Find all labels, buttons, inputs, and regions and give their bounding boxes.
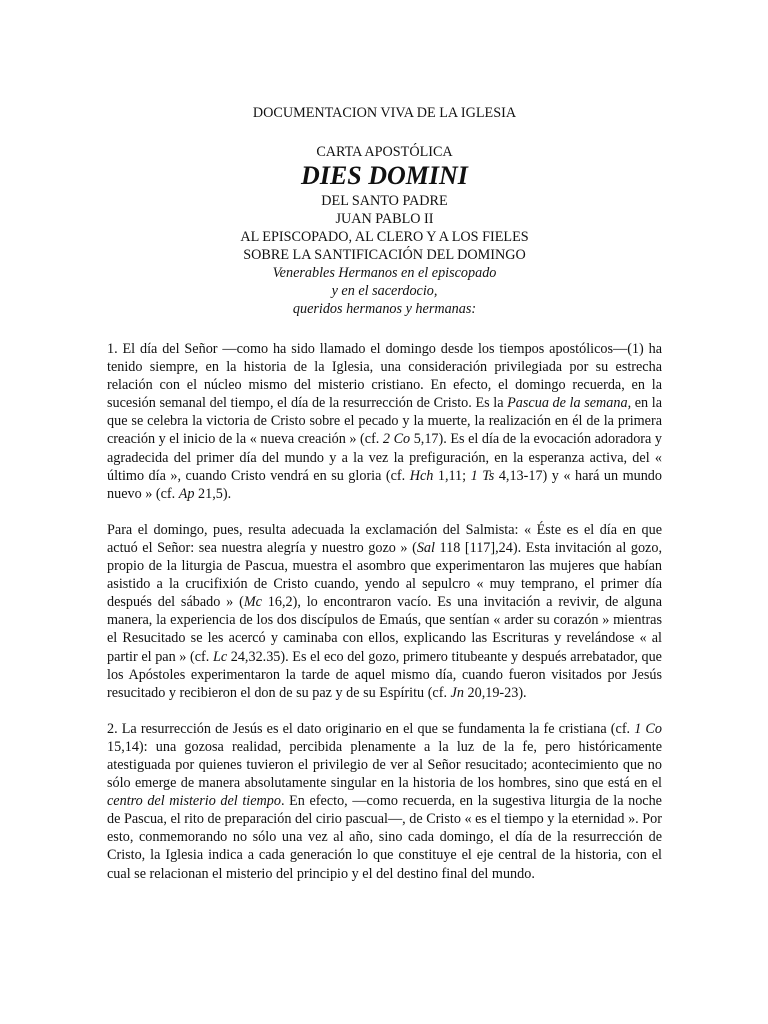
author-line-1: DEL SANTO PADRE <box>321 193 448 209</box>
paragraph-2: Para el domingo, pues, resulta adecuada la exclamación del Salmista: « Éste es el día en que actuó el Señor: sea nuestra alegría y nuestro gozo » (Sal 118 [117],24). Esta invitación al gozo, propio de la liturgia de Pascua, muestra el asombro que experimentaron las mujeres que habían asistido a la crucifixión de Cristo cuando, yendo al sepulcro « muy temprano, el primer día después del sábado » (Mc 16,2), lo encontraron vacío. Es una invitación a revivir, de alguna manera, la experiencia de los dos discípulos de Emaús, que sentían « arder su corazón » mientras el Resucitado se les acercó y caminaba con ellos, explicando las Escrituras y revelándose « al partir el pan » (cf. Lc 24,32.35). Es el eco del gozo, primero titubeante y después arrebatador, que los Apóstoles experimentaron la tarde de aquel mismo día, cuando fueron visitados por Jesús resucitado y recibieron el don de su paz y de su Espíritu (cf. Jn 20,19-23). <box>107 521 662 701</box>
address-line-3: queridos hermanos y hermanas: <box>292 301 477 317</box>
subject-line: SOBRE LA SANTIFICACIÓN DEL DOMINGO <box>243 247 526 263</box>
address-line-2: y en el sacerdocio, <box>331 283 438 299</box>
author-line-2: JUAN PABLO II <box>335 211 434 227</box>
paragraph-1: 1. El día del Señor —como ha sido llamado el domingo desde los tiempos apostólicos—(1) ha tenido siempre, en la historia de la Iglesia, una consideración privilegiada por su estrecha relación con el núcleo mismo del misterio cristiano. En efecto, el domingo recuerda, en la sucesión semanal del tiempo, el día de la resurrección de Cristo. Es la Pascua de la semana, en la que se celebra la victoria de Cristo sobre el pecado y la muerte, la realización en él de la primera creación y el inicio de la « nueva creación » (cf. 2 Co 5,17). Es el día de la evocación adoradora y agradecida del primer día del mundo y a la vez la prefiguración, en la esperanza activa, del « último día », cuando Cristo vendrá en su gloria (cf. Hch 1,11; 1 Ts 4,13-17) y « hará un mundo nuevo » (cf. Ap 21,5). <box>107 341 662 502</box>
address-line-1: Venerables Hermanos en el episcopado <box>272 265 497 281</box>
document-type: CARTA APOSTÓLICA <box>316 144 453 160</box>
paragraph-3: 2. La resurrección de Jesús es el dato originario en el que se fundamenta la fe cristiana (cf. 1 Co 15,14): una gozosa realidad, percibida plenamente a la luz de la fe, pero históricamente atestiguada por quienes tuvieron el privilegio de ver al Señor resucitado; acontecimiento que no sólo emerge de manera absolutamente singular en la historia de los hombres, sino que está en el centro del misterio del tiempo. En efecto, —como recuerda, en la sugestiva liturgia de la noche de Pascua, el rito de preparación del cirio pascual—, de Cristo « es el tiempo y la eternidad ». Por esto, conmemorando no sólo una vez al año, sino cada domingo, el día de la resurrección de Cristo, la Iglesia indica a cada generación lo que constituye el eje central de la historia, con el cual se relacionan el misterio del principio y el del destino final del mundo. <box>107 720 662 882</box>
collection-title: DOCUMENTACION VIVA DE LA IGLESIA <box>252 105 517 121</box>
recipients-line: AL EPISCOPADO, AL CLERO Y A LOS FIELES <box>240 229 529 245</box>
document-title: DIES DOMINI <box>301 161 468 190</box>
